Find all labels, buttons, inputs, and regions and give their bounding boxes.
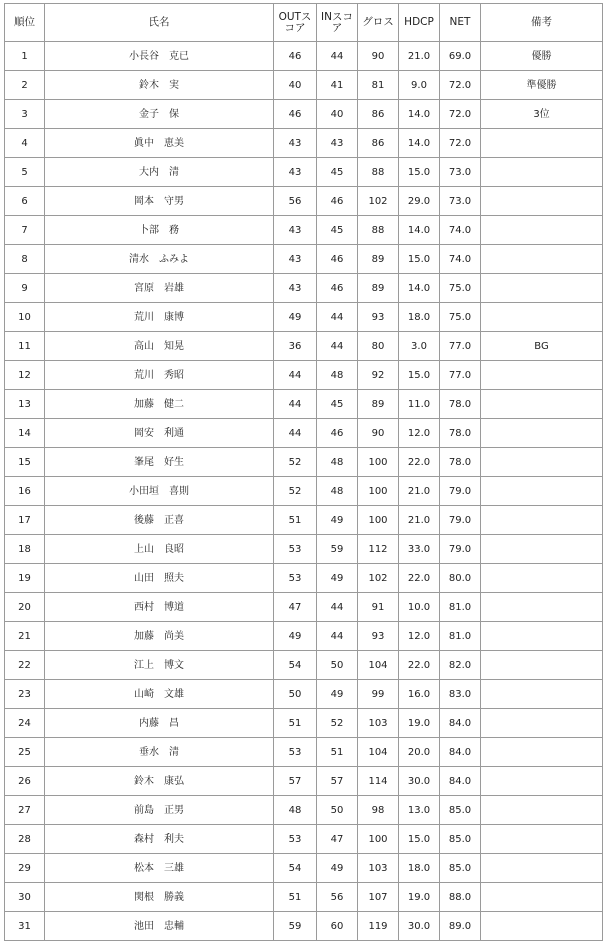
player-name: 加藤 尚美 [45, 622, 274, 651]
handicap: 3.0 [399, 332, 440, 361]
header-in-score: INスコア [317, 4, 358, 42]
table-row [5, 332, 603, 361]
header-hdcp: HDCP [399, 4, 440, 42]
net-score: 80.0 [440, 564, 481, 593]
player-name: 後藤 正喜 [45, 506, 274, 535]
table-row [5, 796, 603, 825]
gross-score: 90 [358, 419, 399, 448]
in-score: 49 [317, 506, 358, 535]
net-score: 79.0 [440, 477, 481, 506]
table-row [5, 303, 603, 332]
out-score: 46 [274, 100, 317, 129]
in-score: 46 [317, 274, 358, 303]
gross-score: 93 [358, 622, 399, 651]
rank-cell: 19 [5, 564, 45, 593]
handicap: 12.0 [399, 419, 440, 448]
rank-cell: 28 [5, 825, 45, 854]
note-cell [481, 796, 603, 825]
out-score: 53 [274, 825, 317, 854]
in-score: 49 [317, 564, 358, 593]
net-score: 78.0 [440, 419, 481, 448]
note-cell [481, 767, 603, 796]
net-score: 84.0 [440, 709, 481, 738]
note-cell: 準優勝 [481, 71, 603, 100]
in-score: 57 [317, 767, 358, 796]
note-cell: BG [481, 332, 603, 361]
note-cell [481, 448, 603, 477]
header-name: 氏名 [45, 4, 274, 42]
net-score: 82.0 [440, 651, 481, 680]
out-score: 47 [274, 593, 317, 622]
gross-score: 88 [358, 216, 399, 245]
net-score: 77.0 [440, 361, 481, 390]
note-cell [481, 187, 603, 216]
gross-score: 99 [358, 680, 399, 709]
out-score: 48 [274, 796, 317, 825]
gross-score: 90 [358, 42, 399, 71]
note-cell [481, 477, 603, 506]
header-net: NET [440, 4, 481, 42]
gross-score: 93 [358, 303, 399, 332]
rank-cell: 10 [5, 303, 45, 332]
out-score: 46 [274, 42, 317, 71]
note-cell [481, 680, 603, 709]
gross-score: 100 [358, 506, 399, 535]
note-cell [481, 390, 603, 419]
in-score: 46 [317, 245, 358, 274]
note-cell [481, 912, 603, 941]
table-row [5, 390, 603, 419]
out-score: 36 [274, 332, 317, 361]
handicap: 33.0 [399, 535, 440, 564]
out-score: 40 [274, 71, 317, 100]
rank-cell: 12 [5, 361, 45, 390]
net-score: 75.0 [440, 303, 481, 332]
table-row [5, 738, 603, 767]
player-name: 岡本 守男 [45, 187, 274, 216]
note-cell [481, 738, 603, 767]
net-score: 89.0 [440, 912, 481, 941]
net-score: 78.0 [440, 448, 481, 477]
out-score: 43 [274, 216, 317, 245]
gross-score: 89 [358, 390, 399, 419]
gross-score: 88 [358, 158, 399, 187]
handicap: 21.0 [399, 42, 440, 71]
rank-cell: 21 [5, 622, 45, 651]
net-score: 77.0 [440, 332, 481, 361]
handicap: 13.0 [399, 796, 440, 825]
in-score: 45 [317, 158, 358, 187]
player-name: 山田 照夫 [45, 564, 274, 593]
table-row [5, 564, 603, 593]
out-score: 43 [274, 158, 317, 187]
handicap: 22.0 [399, 651, 440, 680]
player-name: 内藤 昌 [45, 709, 274, 738]
note-cell: 3位 [481, 100, 603, 129]
gross-score: 89 [358, 245, 399, 274]
out-score: 49 [274, 303, 317, 332]
in-score: 56 [317, 883, 358, 912]
note-cell [481, 245, 603, 274]
out-score: 52 [274, 448, 317, 477]
handicap: 19.0 [399, 709, 440, 738]
table-row [5, 651, 603, 680]
gross-score: 114 [358, 767, 399, 796]
player-name: 小田垣 喜則 [45, 477, 274, 506]
header-note: 備考 [481, 4, 603, 42]
player-name: 小長谷 克已 [45, 42, 274, 71]
player-name: 上山 良昭 [45, 535, 274, 564]
note-cell [481, 419, 603, 448]
player-name: 前島 正男 [45, 796, 274, 825]
out-score: 53 [274, 738, 317, 767]
player-name: 金子 保 [45, 100, 274, 129]
out-score: 43 [274, 274, 317, 303]
rank-cell: 24 [5, 709, 45, 738]
out-score: 44 [274, 390, 317, 419]
handicap: 20.0 [399, 738, 440, 767]
gross-score: 100 [358, 825, 399, 854]
rank-cell: 8 [5, 245, 45, 274]
player-name: 荒川 秀昭 [45, 361, 274, 390]
gross-score: 102 [358, 187, 399, 216]
net-score: 84.0 [440, 738, 481, 767]
note-cell [481, 274, 603, 303]
net-score: 81.0 [440, 622, 481, 651]
handicap: 22.0 [399, 448, 440, 477]
note-cell [481, 622, 603, 651]
player-name: 山崎 文雄 [45, 680, 274, 709]
out-score: 50 [274, 680, 317, 709]
note-cell [481, 593, 603, 622]
net-score: 85.0 [440, 854, 481, 883]
in-score: 50 [317, 651, 358, 680]
table-row [5, 854, 603, 883]
gross-score: 80 [358, 332, 399, 361]
handicap: 29.0 [399, 187, 440, 216]
in-score: 44 [317, 42, 358, 71]
gross-score: 100 [358, 448, 399, 477]
player-name: 岡安 利通 [45, 419, 274, 448]
net-score: 85.0 [440, 825, 481, 854]
in-score: 52 [317, 709, 358, 738]
in-score: 49 [317, 854, 358, 883]
net-score: 84.0 [440, 767, 481, 796]
rank-cell: 30 [5, 883, 45, 912]
net-score: 69.0 [440, 42, 481, 71]
rank-cell: 25 [5, 738, 45, 767]
player-name: 松本 三雄 [45, 854, 274, 883]
player-name: 関根 勝義 [45, 883, 274, 912]
in-score: 44 [317, 303, 358, 332]
out-score: 54 [274, 651, 317, 680]
rank-cell: 13 [5, 390, 45, 419]
gross-score: 102 [358, 564, 399, 593]
handicap: 11.0 [399, 390, 440, 419]
handicap: 16.0 [399, 680, 440, 709]
handicap: 30.0 [399, 767, 440, 796]
table-row [5, 245, 603, 274]
in-score: 41 [317, 71, 358, 100]
out-score: 43 [274, 129, 317, 158]
handicap: 10.0 [399, 593, 440, 622]
out-score: 57 [274, 767, 317, 796]
note-cell [481, 883, 603, 912]
table-row [5, 42, 603, 71]
note-cell [481, 216, 603, 245]
out-score: 51 [274, 506, 317, 535]
note-cell [481, 535, 603, 564]
net-score: 88.0 [440, 883, 481, 912]
in-score: 48 [317, 361, 358, 390]
rank-cell: 3 [5, 100, 45, 129]
handicap: 18.0 [399, 854, 440, 883]
rank-cell: 11 [5, 332, 45, 361]
rank-cell: 18 [5, 535, 45, 564]
player-name: 宮原 岩雄 [45, 274, 274, 303]
rank-cell: 17 [5, 506, 45, 535]
rank-cell: 14 [5, 419, 45, 448]
player-name: 森村 利夫 [45, 825, 274, 854]
note-cell: 優勝 [481, 42, 603, 71]
in-score: 44 [317, 593, 358, 622]
gross-score: 103 [358, 709, 399, 738]
gross-score: 86 [358, 100, 399, 129]
rank-cell: 1 [5, 42, 45, 71]
header-rank: 順位 [5, 4, 45, 42]
rank-cell: 7 [5, 216, 45, 245]
header-row [5, 4, 603, 42]
net-score: 85.0 [440, 796, 481, 825]
out-score: 51 [274, 709, 317, 738]
handicap: 19.0 [399, 883, 440, 912]
in-score: 48 [317, 448, 358, 477]
handicap: 21.0 [399, 477, 440, 506]
note-cell [481, 709, 603, 738]
table-row [5, 129, 603, 158]
note-cell [481, 506, 603, 535]
table-row [5, 477, 603, 506]
player-name: 卜部 務 [45, 216, 274, 245]
table-row [5, 506, 603, 535]
net-score: 78.0 [440, 390, 481, 419]
handicap: 30.0 [399, 912, 440, 941]
gross-score: 100 [358, 477, 399, 506]
gross-score: 89 [358, 274, 399, 303]
note-cell [481, 854, 603, 883]
net-score: 74.0 [440, 245, 481, 274]
handicap: 14.0 [399, 274, 440, 303]
rank-cell: 2 [5, 71, 45, 100]
handicap: 15.0 [399, 245, 440, 274]
in-score: 51 [317, 738, 358, 767]
rank-cell: 26 [5, 767, 45, 796]
out-score: 44 [274, 419, 317, 448]
table-row [5, 274, 603, 303]
player-name: 荒川 康博 [45, 303, 274, 332]
net-score: 79.0 [440, 506, 481, 535]
gross-score: 107 [358, 883, 399, 912]
player-name: 眞中 恵美 [45, 129, 274, 158]
net-score: 72.0 [440, 129, 481, 158]
note-cell [481, 825, 603, 854]
net-score: 75.0 [440, 274, 481, 303]
net-score: 72.0 [440, 71, 481, 100]
net-score: 72.0 [440, 100, 481, 129]
table-row [5, 100, 603, 129]
player-name: 鈴木 実 [45, 71, 274, 100]
table-row [5, 825, 603, 854]
handicap: 15.0 [399, 361, 440, 390]
header-out-score: OUTスコア [274, 4, 317, 42]
player-name: 高山 知晃 [45, 332, 274, 361]
in-score: 44 [317, 332, 358, 361]
rank-cell: 23 [5, 680, 45, 709]
results-body [5, 42, 603, 941]
in-score: 48 [317, 477, 358, 506]
note-cell [481, 361, 603, 390]
rank-cell: 4 [5, 129, 45, 158]
handicap: 22.0 [399, 564, 440, 593]
note-cell [481, 651, 603, 680]
gross-score: 98 [358, 796, 399, 825]
player-name: 大内 清 [45, 158, 274, 187]
rank-cell: 31 [5, 912, 45, 941]
rank-cell: 6 [5, 187, 45, 216]
in-score: 45 [317, 390, 358, 419]
out-score: 53 [274, 535, 317, 564]
rank-cell: 16 [5, 477, 45, 506]
out-score: 56 [274, 187, 317, 216]
player-name: 垂水 清 [45, 738, 274, 767]
rank-cell: 22 [5, 651, 45, 680]
out-score: 52 [274, 477, 317, 506]
handicap: 14.0 [399, 216, 440, 245]
out-score: 44 [274, 361, 317, 390]
in-score: 60 [317, 912, 358, 941]
in-score: 43 [317, 129, 358, 158]
results-table [4, 3, 603, 941]
table-row [5, 767, 603, 796]
in-score: 44 [317, 622, 358, 651]
handicap: 14.0 [399, 129, 440, 158]
gross-score: 104 [358, 738, 399, 767]
table-row [5, 680, 603, 709]
table-row [5, 361, 603, 390]
table-row [5, 593, 603, 622]
table-row [5, 883, 603, 912]
gross-score: 119 [358, 912, 399, 941]
table-row [5, 419, 603, 448]
rank-cell: 5 [5, 158, 45, 187]
out-score: 43 [274, 245, 317, 274]
table-row [5, 709, 603, 738]
table-row [5, 158, 603, 187]
table-row [5, 448, 603, 477]
gross-score: 86 [358, 129, 399, 158]
handicap: 14.0 [399, 100, 440, 129]
handicap: 9.0 [399, 71, 440, 100]
handicap: 12.0 [399, 622, 440, 651]
in-score: 50 [317, 796, 358, 825]
header-gross: グロス [358, 4, 399, 42]
handicap: 18.0 [399, 303, 440, 332]
note-cell [481, 303, 603, 332]
player-name: 江上 博文 [45, 651, 274, 680]
rank-cell: 27 [5, 796, 45, 825]
table-row [5, 216, 603, 245]
gross-score: 103 [358, 854, 399, 883]
out-score: 54 [274, 854, 317, 883]
rank-cell: 20 [5, 593, 45, 622]
in-score: 59 [317, 535, 358, 564]
rank-cell: 9 [5, 274, 45, 303]
in-score: 45 [317, 216, 358, 245]
in-score: 46 [317, 419, 358, 448]
note-cell [481, 564, 603, 593]
out-score: 59 [274, 912, 317, 941]
player-name: 清水 ふみよ [45, 245, 274, 274]
out-score: 49 [274, 622, 317, 651]
gross-score: 112 [358, 535, 399, 564]
note-cell [481, 129, 603, 158]
handicap: 15.0 [399, 825, 440, 854]
table-row [5, 187, 603, 216]
player-name: 加藤 健二 [45, 390, 274, 419]
table-row [5, 912, 603, 941]
note-cell [481, 158, 603, 187]
gross-score: 104 [358, 651, 399, 680]
player-name: 西村 博道 [45, 593, 274, 622]
net-score: 73.0 [440, 158, 481, 187]
player-name: 鈴木 康弘 [45, 767, 274, 796]
in-score: 49 [317, 680, 358, 709]
rank-cell: 29 [5, 854, 45, 883]
handicap: 21.0 [399, 506, 440, 535]
out-score: 53 [274, 564, 317, 593]
net-score: 74.0 [440, 216, 481, 245]
net-score: 79.0 [440, 535, 481, 564]
gross-score: 92 [358, 361, 399, 390]
in-score: 46 [317, 187, 358, 216]
player-name: 峯尾 好生 [45, 448, 274, 477]
player-name: 池田 忠輔 [45, 912, 274, 941]
in-score: 47 [317, 825, 358, 854]
rank-cell: 15 [5, 448, 45, 477]
table-row [5, 535, 603, 564]
handicap: 15.0 [399, 158, 440, 187]
table-row [5, 71, 603, 100]
gross-score: 91 [358, 593, 399, 622]
net-score: 83.0 [440, 680, 481, 709]
gross-score: 81 [358, 71, 399, 100]
out-score: 51 [274, 883, 317, 912]
table-row [5, 622, 603, 651]
in-score: 40 [317, 100, 358, 129]
net-score: 81.0 [440, 593, 481, 622]
net-score: 73.0 [440, 187, 481, 216]
